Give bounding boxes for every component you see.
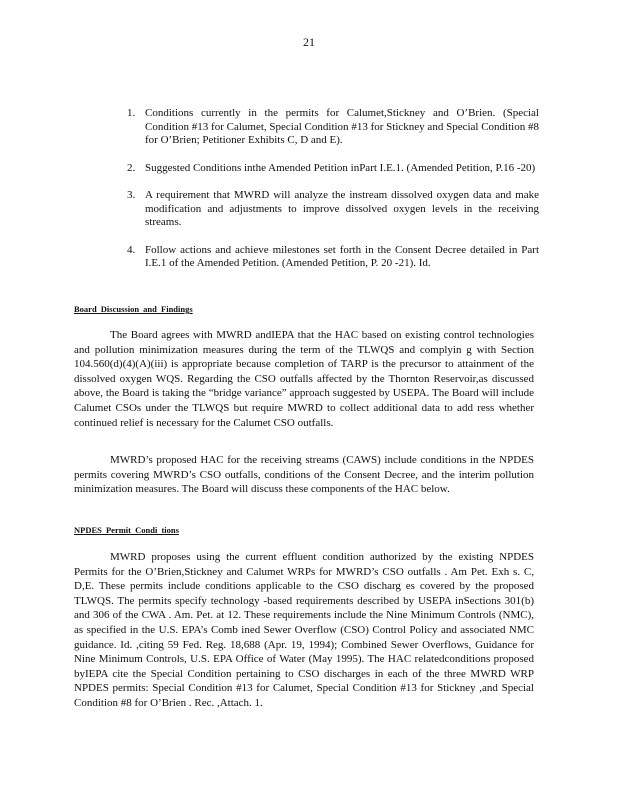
list-item <box>127 107 539 148</box>
list-item <box>127 244 539 271</box>
section-heading-npdes-permit-conditions: NPDES Permit Condi tions <box>74 525 179 535</box>
list-item-text: Conditions currently in the permits for Calumet,Stickney and O’Brien. (Special Condition #13 for Calumet, Special Condition #13 for Stickney and Special Condition #8 for O’Brien; Petitioner Exhibits C, D and E). <box>145 107 539 146</box>
list-item-text: A requirement that MWRD will analyze the instream dissolved oxygen data and make modification and adjustments to improve dissolved oxygen levels in the receiving streams. <box>145 189 539 228</box>
list-item-text: Follow actions and achieve milestones set forth in the Consent Decree detailed in Part I.E.1 of the Amended Petition. (Amended Petition, P. 20 -21). Id. <box>145 243 539 269</box>
paragraph-mwrd-proposes: MWRD proposes using the current effluent condition authorized by the existing NPDES Permits for the O’Brien,Stickney and Calumet WRPs for MWRD’s CSO outfalls . Am Pet. Exh s. C, D,E. These permits include conditions applicable to the CSO discharg es covered by the proposed TLWQS. The permits specify technology -based requirements described by USEPA inSections 301(b) and 306 of the CWA . Am. Pet. at 12. These requirements include the Nine Minimum Controls (NMC), as specified in the U.S. EPA’s Comb ined Sewer Overflow (CSO) Control Policy and associated NMC guidance. Id. ,citing 59 Fed. Reg. 18,688 (Apr. 19, 1994); Combined Sewer Overflows, Guidance for Nine Minimum Controls, U.S. EPA Office of Water (May 1995). The HAC relatedconditions proposed byIEPA cite the Special Condition pertaining to CSO discharges in each of the three MWRD WRP NPDES permits: Special Condition #13 for Calumet, Special Condition #13 for Stickney ,and Special Condition #8 for O’Brien . Rec. ,Attach. 1. <box>74 551 534 709</box>
list-item-number: 2. <box>127 161 136 174</box>
list-item <box>127 189 539 230</box>
paragraph-board-agrees: The Board agrees with MWRD andIEPA that the HAC based on existing control technologies and pollution minimization measures during the term of the TLWQS and complyin g with Section 104.560(d)(4)(A)(iii) is appropriate because completion of TARP is the precursor to attainment of the dissolved oxygen WQS. Regarding the CSO outfalls affected by the Thornton Reservoir,as discussed above, the Board is taking the “bridge variance” approach suggested by USEPA. The Board will include Calumet CSOs under the TLWQS but require MWRD to collect additional data to add ress whether continued relief is necessary for the Calumet CSO outfalls. <box>74 329 534 429</box>
conditions-list <box>127 107 539 285</box>
list-item-text: Suggested Conditions inthe Amended Petition inPart I.E.1. (Amended Petition, P.16 -20) <box>145 161 536 174</box>
list-item <box>127 162 539 176</box>
page-number: 21 <box>303 35 315 49</box>
list-item-number: 1. <box>127 107 136 119</box>
paragraph-mwrd-proposed-hac: MWRD’s proposed HAC for the receiving streams (CAWS) include conditions in the NPDES permits covering MWRD’s CSO outfalls, conditions of the Consent Decree, and the interim pollution minimization measures. The Board will discuss these components of the HAC below. <box>74 454 534 496</box>
list-item-number: 4. <box>127 243 136 256</box>
list-item-number: 3. <box>127 189 136 201</box>
section-heading-board-discussion: Board Discussion and Findings <box>74 304 193 314</box>
